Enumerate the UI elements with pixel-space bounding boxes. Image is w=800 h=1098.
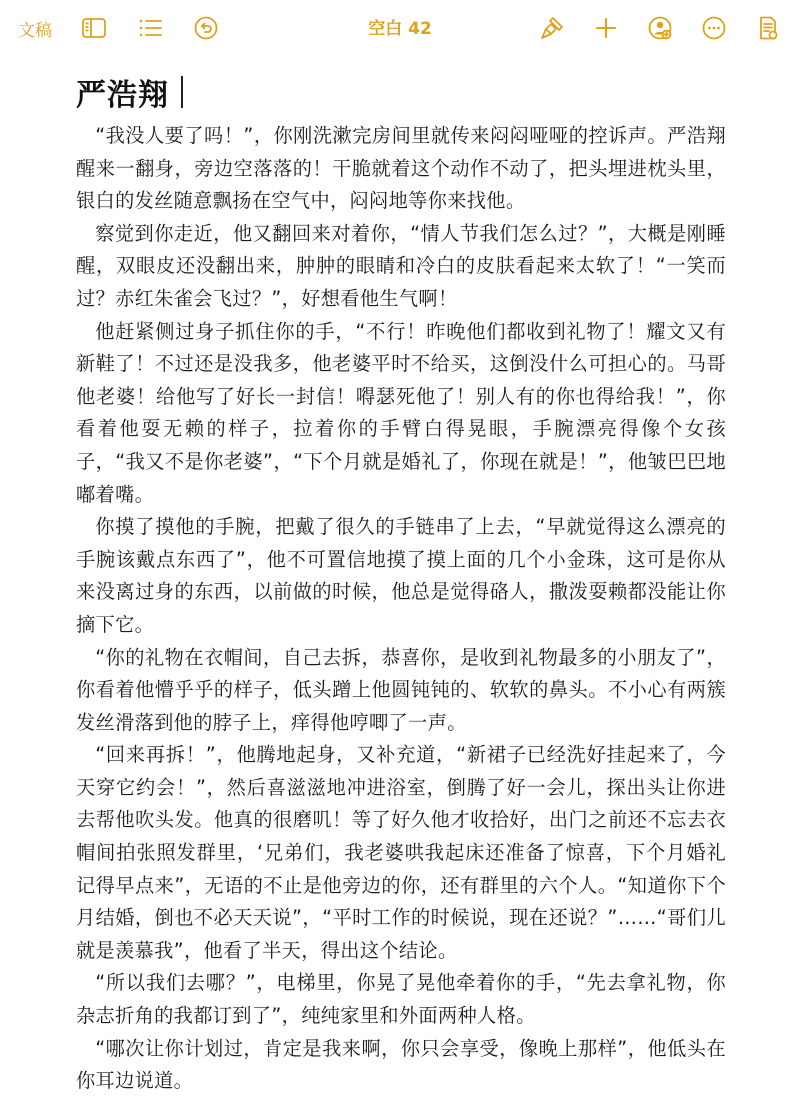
text-cursor (181, 76, 183, 108)
paragraph[interactable]: “回来再拆！”，他腾地起身，又补充道，“新裙子已经洗好挂起来了，今天穿它约会！”，然后喜滋滋地冲进浴室，倒腾了好一会儿，探出头让你进去帮他吹头发。他真的很磨叽！等了好久他才收拾好，出门之前还不忘去衣帽间拍张照发群里，‘兄弟们，我老婆哄我起床还准备了惊喜，下个月婚礼记得早点来”，无语的不止是他旁边的你，还有群里的六个人。“知道你下个月结婚，倒也不必天天说”，“平时工作的时候说，现在还说？”……“哥们儿就是羡慕我”，他看了半天，得出这个结论。 (76, 743, 726, 962)
paragraph[interactable]: “哪次让你计划过，肯定是我来啊，你只会享受，像晚上那样”，他低头在你耳边说道。 (76, 1036, 726, 1093)
paragraph[interactable]: “我没人要了吗！”，你刚洗漱完房间里就传来闷闷哑哑的控诉声。严浩翔醒来一翻身，旁边空落落的！干脆就着这个动作不动了，把头埋进枕头里，银白的发丝随意飘扬在空气中，闷闷地等你来找他。 (76, 124, 726, 213)
paragraph[interactable]: “所以我们去哪？”，电梯里，你晃了晃他牵着你的手，“先去拿礼物，你杂志折角的我都订到了”，纯纯家里和外面两种人格。 (76, 971, 726, 1028)
toolbar (0, 0, 800, 56)
paragraph[interactable]: “你的礼物在衣帽间，自己去拆，恭喜你，是收到礼物最多的小朋友了”，你看着他懵乎乎的样子，低头蹭上他圆钝钝的、软软的鼻头。不小心有两簇发丝滑落到他的脖子上，痒得他哼唧了一声。 (76, 645, 726, 734)
undo-icon[interactable] (192, 14, 220, 42)
document-body[interactable] (76, 70, 726, 1098)
paragraph[interactable]: 察觉到你走近，他又翻回来对着你，“情人节我们怎么过？”，大概是刚睡醒，双眼皮还没翻出来，肿肿的眼睛和冷白的皮肤看起来太软了！“一笑而过？赤红朱雀会飞过？”，好想看他生气啊！ (76, 221, 726, 310)
toolbar-right (538, 14, 782, 42)
collaborate-icon[interactable] (646, 14, 674, 42)
paragraph[interactable]: 你摸了摸他的手腕，把戴了很久的手链串了上去，“早就觉得这么漂亮的手腕该戴点东西了”，他不可置信地摸了摸上面的几个小金珠，这可是你从来没离过身的东西，以前做的时候，他总是觉得硌人，撒泼耍赖都没能让你摘下它。 (76, 515, 726, 636)
more-icon[interactable] (700, 14, 728, 42)
document-heading[interactable]: 严浩翔 (76, 78, 169, 113)
list-icon[interactable] (136, 14, 164, 42)
plus-icon[interactable] (592, 14, 620, 42)
brush-icon[interactable] (538, 14, 566, 42)
document-icon[interactable] (754, 14, 782, 42)
paragraph[interactable]: 他赶紧侧过身子抓住你的手，“不行！昨晚他们都收到礼物了！耀文又有新鞋了！不过还是没我多，他老婆平时不给买，这倒没什么可担心的。马哥他老婆！给他写了好长一封信！嘚瑟死他了！别人有的你也得给我！”，你看着他耍无赖的样子，拉着你的手臂白得晃眼，手腕漂亮得像个女孩子，“我又不是你老婆”，“下个月就是婚礼了，你现在就是！”，他皱巴巴地嘟着嘴。 (76, 319, 726, 506)
paragraphs (76, 120, 726, 1098)
documents-button[interactable]: 文稿 (18, 20, 52, 41)
heading-row (76, 70, 726, 114)
document-title[interactable]: 空白 42 (368, 19, 432, 39)
toolbar-left (18, 14, 220, 42)
sidebar-icon[interactable] (80, 14, 108, 42)
